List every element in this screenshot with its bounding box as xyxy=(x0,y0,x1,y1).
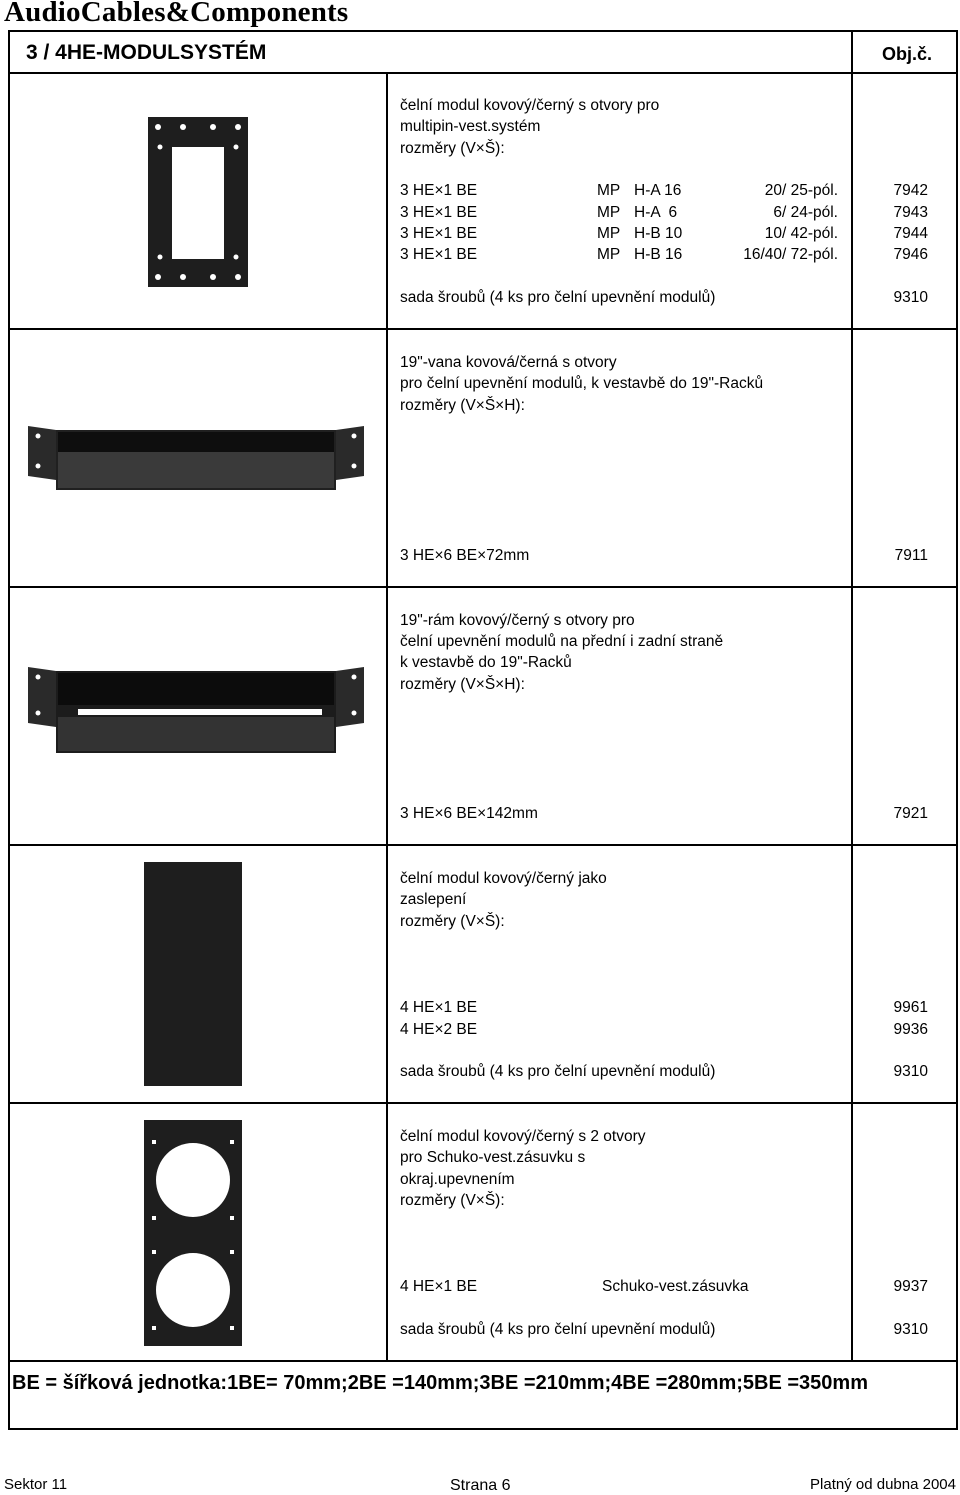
item-mp: MP xyxy=(597,246,621,263)
screw-set-text: sada šroubů (4 ks pro čelní upevnění modulů) xyxy=(400,1063,716,1080)
item-pins: 10/ 42-pól. xyxy=(764,225,838,242)
item-type: H-B 16 xyxy=(634,246,683,263)
item-mp: MP xyxy=(597,182,621,199)
row4-desc-line1: čelní modul kovový/černý jako xyxy=(400,870,607,887)
item-size: 3 HE×1 BE xyxy=(400,182,478,199)
row3-item-code: 7921 xyxy=(893,805,928,822)
row3-item-size: 3 HE×6 BE×142mm xyxy=(400,805,538,822)
row4-item-code: 9961 xyxy=(893,999,928,1016)
row3-desc-line1: 19"-rám kovový/černý s otvory pro xyxy=(400,612,635,629)
row2-desc-line2: pro čelní upevnění modulů, k vestavbě do 19"-Racků xyxy=(400,375,764,392)
item-pins: 20/ 25-pól. xyxy=(764,182,838,199)
row1-desc-line3: rozměry (V×Š): xyxy=(400,140,505,157)
row3-desc-line2: čelní upevnění modulů na přední i zadní straně xyxy=(400,633,724,650)
footer-page: Strana 6 xyxy=(450,1477,511,1494)
row5-item-type: Schuko-vest.zásuvka xyxy=(602,1278,749,1295)
column-divider-code xyxy=(851,32,853,1360)
row2-desc-line1: 19"-vana kovová/černá s otvory xyxy=(400,354,617,371)
screw-set-text: sada šroubů (4 ks pro čelní upevnění modulů) xyxy=(400,289,716,306)
row5-desc-line3: okraj.upevnením xyxy=(400,1171,515,1188)
rack-frame-image xyxy=(28,667,364,755)
item-size: 3 HE×1 BE xyxy=(400,225,478,242)
schuko-panel-image xyxy=(144,1120,242,1346)
screw-set-code: 9310 xyxy=(893,1063,928,1080)
sheet-header xyxy=(10,32,956,74)
item-type: H-B 10 xyxy=(634,225,683,242)
row4-item-size: 4 HE×1 BE xyxy=(400,999,478,1016)
item-pins: 6/ 24-pól. xyxy=(773,204,838,221)
row4-desc-line3: rozměry (V×Š): xyxy=(400,913,505,930)
row-divider xyxy=(10,1360,956,1362)
item-size: 3 HE×1 BE xyxy=(400,204,478,221)
item-size: 3 HE×1 BE xyxy=(400,246,478,263)
row2-item-code: 7911 xyxy=(894,547,928,564)
row5-desc-line4: rozměry (V×Š): xyxy=(400,1192,505,1209)
row5-item-code: 9937 xyxy=(893,1278,928,1295)
item-pins: 16/40/ 72-pól. xyxy=(743,246,838,263)
row-divider xyxy=(10,844,956,846)
item-code: 7943 xyxy=(893,204,928,221)
order-number-heading: Obj.č. xyxy=(882,44,933,64)
item-type: H-A 6 xyxy=(634,204,678,221)
column-divider-image xyxy=(386,72,388,1360)
screw-set-code: 9310 xyxy=(893,1321,928,1338)
item-type: H-A 16 xyxy=(634,182,682,199)
row3-desc-line3: k vestavbě do 19"-Racků xyxy=(400,654,572,671)
catalog-sheet xyxy=(8,30,958,1430)
item-mp: MP xyxy=(597,225,621,242)
row2-item-size: 3 HE×6 BE×72mm xyxy=(400,547,530,564)
item-mp: MP xyxy=(597,204,621,221)
width-unit-note: BE = šířková jednotka:1BE= 70mm;2BE =140mm;3BE =210mm;4BE =280mm;5BE =350mm xyxy=(12,1372,868,1394)
row-divider xyxy=(10,328,956,330)
row5-desc-line2: pro Schuko-vest.zásuvku s xyxy=(400,1149,586,1166)
rack-tray-image xyxy=(28,424,364,496)
row4-desc-line2: zaslepení xyxy=(400,891,467,908)
footer-validity: Platný od dubna 2004 xyxy=(810,1476,956,1493)
multipin-module-image xyxy=(148,117,248,287)
row1-desc-line1: čelní modul kovový/černý s otvory pro xyxy=(400,97,660,114)
row2-desc-line3: rozměry (V×Š×H): xyxy=(400,397,525,414)
row5-item-size: 4 HE×1 BE xyxy=(400,1278,478,1295)
row3-desc-line4: rozměry (V×Š×H): xyxy=(400,676,525,693)
item-code: 7946 xyxy=(893,246,928,263)
row4-item-size: 4 HE×2 BE xyxy=(400,1021,478,1038)
row1-desc-line2: multipin-vest.systém xyxy=(400,118,541,135)
screw-set-text: sada šroubů (4 ks pro čelní upevnění modulů) xyxy=(400,1321,716,1338)
footer-sector: Sektor 11 xyxy=(4,1476,68,1493)
screw-set-code: 9310 xyxy=(893,289,928,306)
row-divider xyxy=(10,586,956,588)
row-divider xyxy=(10,1102,956,1104)
item-code: 7942 xyxy=(893,182,928,199)
row5-desc-line1: čelní modul kovový/černý s 2 otvory xyxy=(400,1128,646,1145)
item-code: 7944 xyxy=(893,225,928,242)
row4-item-code: 9936 xyxy=(893,1021,928,1038)
brand-title: AudioCables&Components xyxy=(4,0,349,28)
section-title: 3 / 4HE-MODULSYSTÉM xyxy=(26,41,267,64)
blank-panel-image xyxy=(144,862,242,1086)
